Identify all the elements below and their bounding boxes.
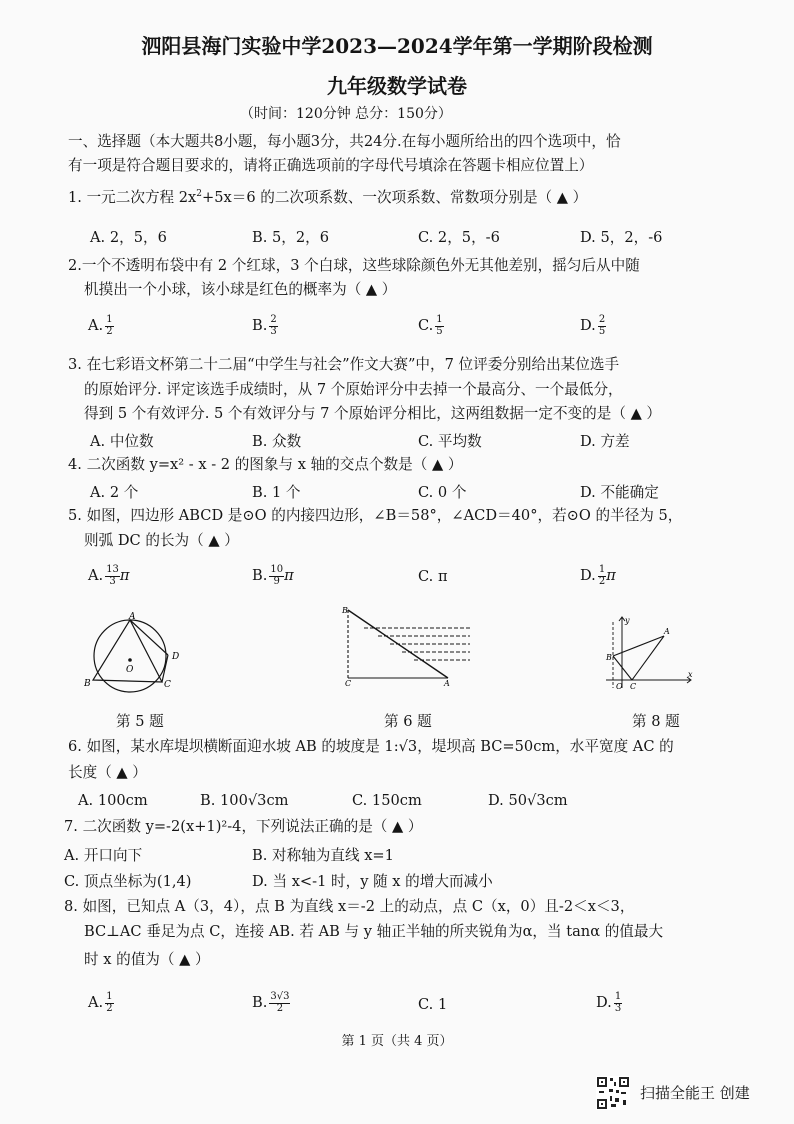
fig6-label-a: A bbox=[444, 679, 450, 686]
q2-line2: 机摸出一个小球，该小球是红色的概率为（ ▲ ） bbox=[84, 281, 397, 298]
q6-option-d: D. 50√3cm bbox=[488, 792, 568, 809]
q8-num-a: 1 bbox=[106, 991, 113, 1002]
q5-option-d bbox=[580, 565, 616, 587]
q2-frac-c bbox=[435, 315, 443, 337]
q1-option-b: B. 5，2，6 bbox=[252, 229, 330, 246]
q6-option-a: A. 100cm bbox=[78, 792, 148, 809]
q2-label-a: A. bbox=[88, 317, 104, 334]
q8-den-a: 2 bbox=[106, 1002, 113, 1014]
q3-option-b: B. 众数 bbox=[252, 433, 302, 450]
q2-option-c bbox=[418, 315, 444, 337]
q7-option-a: A. 开口向下 bbox=[64, 847, 143, 864]
q8-num-b: 3√3 bbox=[270, 991, 290, 1002]
q5-option-b bbox=[252, 565, 294, 587]
q8-line1: 8. 如图，已知点 A（3，4），点 B 为直线 x＝-2 上的动点，点 C（x，0）且-2＜x＜3， bbox=[64, 898, 635, 915]
q2-den-b: 3 bbox=[270, 325, 277, 337]
section1-line2: 有一项是符合题目要求的，请将正确选项前的字母代号填涂在答题卡相应位置上） bbox=[68, 157, 594, 174]
q5-num-b: 10 bbox=[270, 564, 284, 575]
q5-label-c: C. bbox=[418, 568, 434, 585]
q8-frac-b bbox=[269, 992, 290, 1014]
exam-meta: （时间：120分钟 总分：150分） bbox=[240, 106, 452, 122]
figure-6-caption: 第 6 题 bbox=[384, 713, 432, 730]
q2-num-a: 1 bbox=[106, 314, 113, 325]
fig8-label-y: y bbox=[625, 616, 630, 625]
q5-den-a: 3 bbox=[109, 575, 116, 587]
q8-line2: BC⊥AC 垂足为点 C，连接 AB. 若 AB 与 y 轴正半轴的所夹锐角为α，当 tanα 的值最大 bbox=[84, 923, 664, 940]
fig6-label-c: C bbox=[345, 679, 352, 686]
q4-option-a: A. 2 个 bbox=[90, 484, 139, 501]
q2-label-b: B. bbox=[252, 317, 268, 334]
q8-label-b: B. bbox=[252, 994, 268, 1011]
q2-num-c: 1 bbox=[436, 314, 443, 325]
page-footer: 第 1 页（共 4 页） bbox=[341, 1034, 453, 1049]
q3-line3: 得到 5 个有效评分. 5 个有效评分与 7 个原始评分相比，这两组数据一定不变的是（ ▲ ） bbox=[84, 405, 662, 422]
qr-code-icon bbox=[596, 1076, 630, 1110]
q2-den-a: 2 bbox=[106, 325, 113, 337]
q5-num-a: 13 bbox=[106, 564, 119, 575]
q2-frac-a bbox=[105, 315, 113, 337]
fig6-label-b: B bbox=[342, 606, 348, 615]
q2-frac-d bbox=[598, 315, 606, 337]
section1-line1: 一、选择题（本大题共8小题，每小题3分，共24分.在每小题所给出的四个选项中，恰 bbox=[68, 133, 621, 150]
q5-num-d: 1 bbox=[598, 564, 606, 575]
fig5-label-b: B bbox=[84, 679, 91, 689]
q4-option-b: B. 1 个 bbox=[252, 484, 301, 501]
q2-num-d: 2 bbox=[598, 314, 606, 325]
q8-label-c: C. bbox=[418, 996, 434, 1013]
q3-option-a: A. 中位数 bbox=[90, 433, 154, 450]
q4-stem: 4. 二次函数 y=x² - x - 2 的图象与 x 轴的交点个数是（ ▲ ） bbox=[68, 456, 463, 473]
q3-line2: 的原始评分. 评定该选手成绩时，从 7 个原始评分中去掉一个最高分、一个最低分， bbox=[84, 381, 623, 398]
q8-option-d bbox=[596, 992, 622, 1014]
q5-den-b: 9 bbox=[273, 575, 280, 587]
q2-frac-b bbox=[269, 315, 277, 337]
q5-den-d: 2 bbox=[598, 575, 606, 587]
q2-line1: 2.一个不透明布袋中有 2 个红球，3 个白球，这些球除颜色外无其他差别，摇匀后从中随 bbox=[68, 257, 640, 274]
fig5-label-o: O bbox=[126, 665, 134, 675]
q5-option-c bbox=[418, 568, 448, 585]
q8-den-d: 3 bbox=[614, 1002, 622, 1014]
q6-option-b: B. 100√3cm bbox=[200, 792, 289, 809]
q5-frac-d bbox=[598, 565, 606, 587]
q1-stem bbox=[68, 189, 587, 207]
q5-label-d: D. bbox=[580, 567, 596, 584]
q1-option-d: D. 5，2，-6 bbox=[580, 229, 663, 246]
q3-line1: 3. 在七彩语文杯第二十二届“中学生与社会”作文大赛”中，7 位评委分别给出某位选手 bbox=[68, 356, 620, 373]
q8-option-c bbox=[418, 996, 447, 1013]
q1-option-c: C. 2，5，-6 bbox=[418, 229, 500, 246]
q2-option-b bbox=[252, 315, 278, 337]
q2-den-d: 5 bbox=[598, 325, 606, 337]
q7-option-c: C. 顶点坐标为(1,4) bbox=[64, 873, 192, 890]
q4-option-d: D. 不能确定 bbox=[580, 484, 659, 501]
q1-option-a: A. 2，5，6 bbox=[90, 229, 167, 246]
q5-text-c: π bbox=[437, 568, 448, 585]
q6-option-c: C. 150cm bbox=[352, 792, 422, 809]
fig8-label-x: x bbox=[688, 670, 693, 679]
q1-stem-sup: 2 bbox=[196, 189, 203, 200]
q7-stem: 7. 二次函数 y=-2(x+1)²-4，下列说法正确的是（ ▲ ） bbox=[64, 818, 423, 835]
q2-label-d: D. bbox=[580, 317, 596, 334]
q5-option-a bbox=[88, 565, 130, 587]
q1-stem-a: 1. 一元二次方程 2x bbox=[68, 189, 197, 206]
q5-line2: 则弧 DC 的长为（ ▲ ） bbox=[84, 532, 239, 549]
q8-label-a: A. bbox=[88, 994, 104, 1011]
q8-label-d: D. bbox=[596, 994, 612, 1011]
figure-5-caption: 第 5 题 bbox=[116, 713, 164, 730]
q5-pi-b: π bbox=[284, 567, 294, 584]
q8-line3: 时 x 的值为（ ▲ ） bbox=[84, 951, 210, 968]
fig5-label-d: D bbox=[172, 652, 180, 662]
fig8-label-a: A bbox=[664, 627, 670, 636]
q5-pi-a: π bbox=[119, 567, 130, 584]
exam-title: 泗阳县海门实验中学2023—2024学年第一学期阶段检测 bbox=[141, 34, 653, 58]
q3-option-d: D. 方差 bbox=[580, 433, 630, 450]
q3-option-c: C. 平均数 bbox=[418, 433, 482, 450]
fig8-label-c: C bbox=[630, 682, 637, 691]
q2-option-d bbox=[580, 315, 606, 337]
figure-6-diagram bbox=[338, 604, 474, 686]
fig8-label-o: O bbox=[616, 682, 623, 691]
q6-line1: 6. 如图，某水库堤坝横断面迎水坡 AB 的坡度是 1:√3，堤坝高 BC=50cm，水平宽度 AC 的 bbox=[68, 738, 674, 755]
q6-line2: 长度（ ▲ ） bbox=[68, 764, 147, 781]
q7-option-d: D. 当 x<-1 时，y 随 x 的增大而减小 bbox=[252, 873, 493, 890]
q8-option-a bbox=[88, 992, 114, 1014]
figure-8-caption: 第 8 题 bbox=[632, 713, 680, 730]
fig5-label-a: A bbox=[129, 612, 136, 622]
q8-frac-a bbox=[105, 992, 113, 1014]
q8-num-d: 1 bbox=[614, 991, 622, 1002]
q2-num-b: 2 bbox=[270, 314, 277, 325]
fig8-label-b: B bbox=[606, 653, 612, 662]
q5-label-b: B. bbox=[252, 567, 268, 584]
figure-5-diagram bbox=[84, 612, 192, 696]
q5-pi-d: π bbox=[606, 567, 616, 584]
q1-stem-b: +5x＝6 的二次项系数、一次项系数、常数项分别是（ ▲ ） bbox=[202, 189, 588, 206]
fig5-label-c: C bbox=[164, 680, 171, 690]
q5-frac-a bbox=[105, 565, 120, 587]
q2-den-c: 5 bbox=[436, 325, 443, 337]
q8-option-b bbox=[252, 992, 290, 1014]
q5-line1: 5. 如图，四边形 ABCD 是⊙O 的内接四边形，∠B＝58°，∠ACD＝40°，若⊙O 的半径为 5， bbox=[68, 507, 683, 524]
q2-option-a bbox=[88, 315, 114, 337]
exam-subtitle: 九年级数学试卷 bbox=[327, 74, 467, 98]
scanner-watermark: 扫描全能王 创建 bbox=[640, 1084, 750, 1102]
q4-option-c: C. 0 个 bbox=[418, 484, 467, 501]
q8-text-c: 1 bbox=[437, 996, 448, 1013]
q8-frac-d bbox=[614, 992, 622, 1014]
q5-label-a: A. bbox=[88, 567, 104, 584]
q8-den-b: 2 bbox=[276, 1002, 284, 1014]
figure-8-diagram bbox=[604, 614, 696, 692]
q7-option-b: B. 对称轴为直线 x=1 bbox=[252, 847, 394, 864]
q2-label-c: C. bbox=[418, 317, 434, 334]
q5-frac-b bbox=[269, 565, 284, 587]
